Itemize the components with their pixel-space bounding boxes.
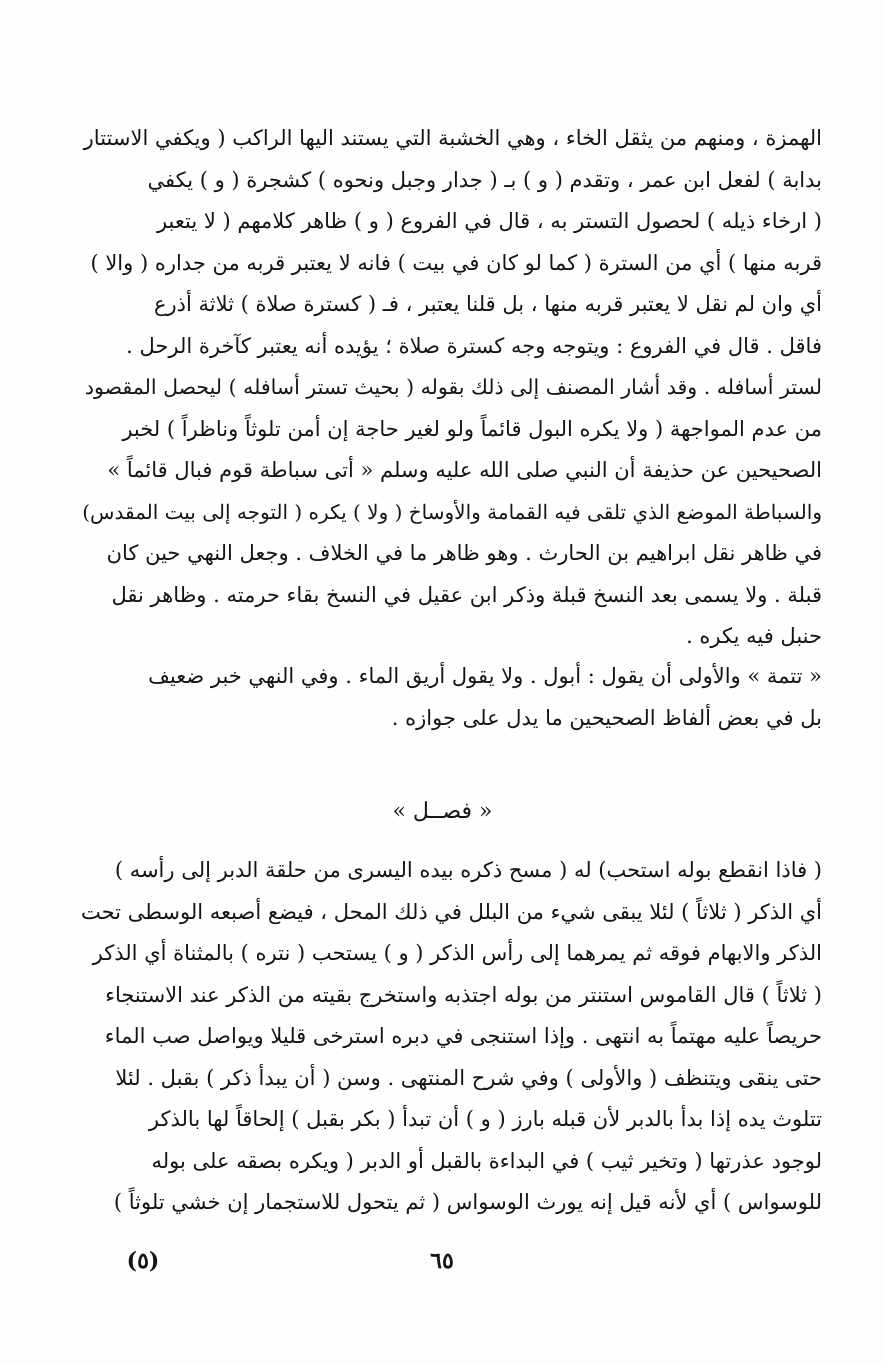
paragraph-tatimma: [70, 656, 822, 739]
text-line: من عدم المواجهة ( ولا يكره البول قائماً ولو لغير حاجة إن أمن تلوثاً وناظراً ) لخبر: [122, 416, 822, 441]
text-line: الهمزة ، ومنهم من يثقل الخاء ، وهي الخشبة التي يستند اليها الراكب ( ويكفي الاستتار: [83, 126, 822, 150]
text-line: قبلة . ولا يسمى بعد النسخ قبلة وذكر ابن عقيل في النسخ بقاء حرمته . وظاهر نقل: [111, 582, 822, 607]
text-line: حتى ينقى ويتنظف ( والأولى ) وفي شرح المنتهى . وسن ( أن يبدأ ذكر ) بقبل . لئلا: [115, 1065, 822, 1090]
text-line: لوجود عذرتها ( وتخير ثيب ) في البداءة بالقبل أو الدبر ( ويكره بصقه على بوله: [151, 1148, 822, 1173]
text-line: فاقل . قال في الفروع : ويتوجه وجه كسترة صلاة ؛ يؤيده أنه يعتبر كآخرة الرحل .: [126, 333, 822, 358]
text-line: لستر أسافله . وقد أشار المصنف إلى ذلك بقوله ( بحيث تستر أسافله ) ليحصل المقصود: [84, 375, 822, 399]
text-line: ( فاذا انقطع بوله استحب) له ( مسح ذكره بيده اليسرى من حلقة الدبر إلى رأسه ): [114, 858, 822, 882]
paragraph-section: [70, 850, 822, 1224]
text-line: أي الذكر ( ثلاثاً ) لئلا يبقى شيء من البلل في ذلك المحل ، فيضع أصبعه الوسطى تحت: [81, 899, 822, 924]
text-line: في ظاهر نقل ابراهيم بن الحارث . وهو ظاهر ما في الخلاف . وجعل النهي حين كان: [106, 541, 822, 565]
text-line: الذكر والابهام فوقه ثم يمرهما إلى رأس الذكر ( و ) يستحب ( نتره ) بالمثناة أي الذكر: [92, 941, 822, 965]
page-number: ٦٥: [430, 1248, 454, 1274]
text-line: حنبل فيه يكره .: [686, 624, 822, 648]
text-line: حريصاً عليه مهتماً به انتهى . وإذا استنجى في دبره استرخى قليلا ويواصل صب الماء: [104, 1024, 822, 1048]
volume-number: (٥): [126, 1248, 160, 1274]
text-line: للوسواس ) أي لأنه قيل إنه يورث الوسواس ( ثم يتحول للاستجمار إن خشي تلوثاً ): [113, 1190, 822, 1214]
text-line: بل في بعض ألفاظ الصحيحين ما يدل على جوازه .: [391, 705, 822, 730]
text-line: ( ارخاء ذيله ) لحصول التستر به ، قال في الفروع ( و ) ظاهر كلامهم ( لا يتعبر: [156, 209, 822, 233]
text-line: بدابة ) لفعل ابن عمر ، وتقدم ( و ) بـ ( جدار وجبل ونحوه ) كشجرة ( و ) يكفي: [147, 167, 822, 192]
paragraph-main: [70, 118, 822, 658]
text-line: تتلوث يده إذا بدأ بالدبر لأن قبله بارز ( و ) أن تبدأ ( بكر بقبل ) إلحاقاً لها بالذكر: [148, 1107, 822, 1131]
text-line: الصحيحين عن حذيفة أن النبي صلى الله عليه وسلم « أتى سباطة قوم فبال قائماً »: [107, 458, 822, 482]
section-heading: « فصــل »: [392, 799, 493, 824]
text-line: والسباطة الموضع الذي تلقى فيه القمامة والأوساخ ( ولا ) يكره ( التوجه إلى بيت المقدس): [82, 499, 822, 524]
text-line: قربه منها ) أي من السترة ( كما لو كان في بيت ) فانه لا يعتبر قربه من جداره ( والا ): [90, 250, 822, 275]
text-line: ( ثلاثاً ) قال القاموس استنتر من بوله اجتذبه واستخرج بقيته من الذكر عند الاستنجاء: [105, 982, 822, 1007]
text-line: أي وان لم نقل لا يعتبر قربه منها ، بل قلنا يعتبر ، فـ ( كسترة صلاة ) ثلاثة أذرع: [153, 292, 822, 316]
text-line: « تتمة » والأولى أن يقول : أبول . ولا يقول أريق الماء . وفي النهي خبر ضعيف: [148, 664, 822, 688]
page-footer: [0, 1243, 885, 1279]
